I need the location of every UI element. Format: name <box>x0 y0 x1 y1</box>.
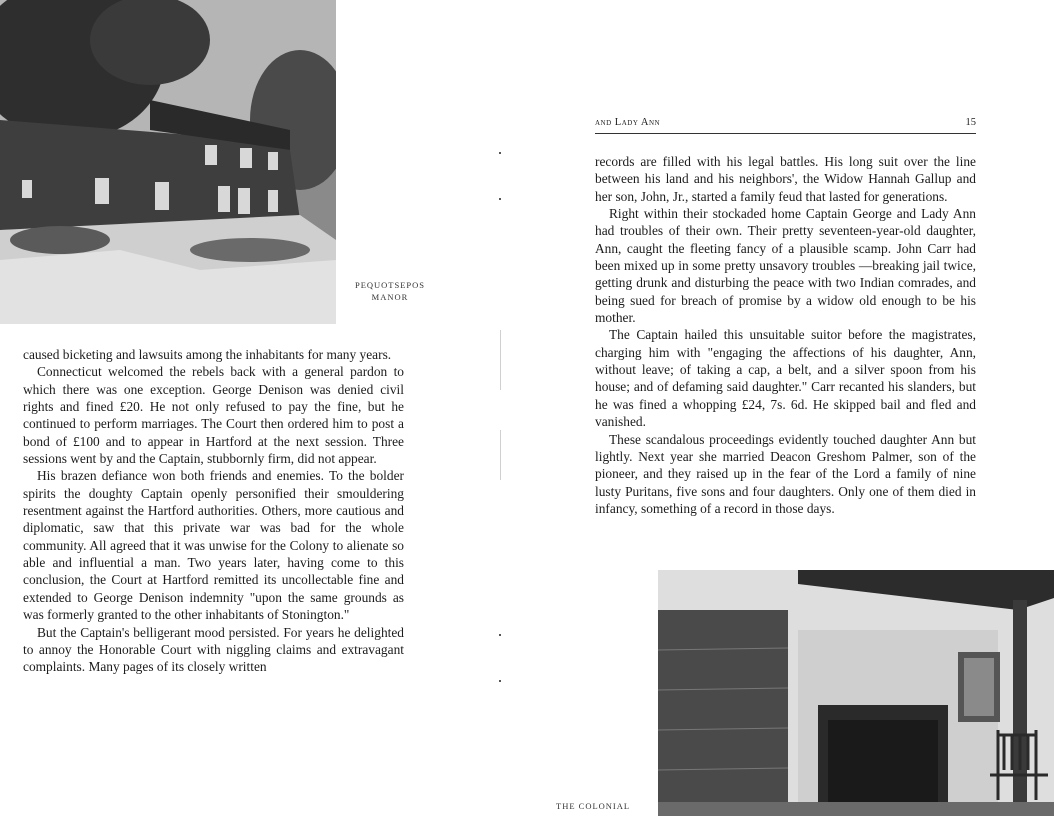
page-number: 15 <box>965 117 976 128</box>
left-paragraph: Connecticut welcomed the rebels back with a general pardon to which there was one exception. George Denison was denied civil rights and fined £20. He not only refused to pay the fine, but he continued to perform marriages. The Court then ordered him to post a bond of £100 and to appear in Hartford at the next session. Three sessions went by and the Captain, stubbornly firm, did not appear. <box>23 364 404 467</box>
left-paragraph: caused bicketing and lawsuits among the inhabitants for many years. <box>23 347 392 362</box>
right-paragraph: Right within their stockaded home Captain George and Lady Ann had troubles of their own. Their pretty seventeen-year-old daughter, Ann, caught the fleeting fancy of a plausible scamp. John Carr had been mixed up in some pretty unsavory troubles —breaking jail twice, getting drunk and disturbing the peace with two Indian comrades, and being sued for breach of promise by a widow old enough to be his mother. <box>595 206 976 326</box>
right-paragraph: The Captain hailed this unsuitable suitor before the magistrates, charging him with "engaging the affections of his daughter, Ann, without leave; of taking a cap, a belt, and a silver spoon from his house; and of defaming said daughter." Carr recanted his slanders, but he was fined a whopping £24, 7s. 6d. He skipped bail and fled and vanished. <box>595 327 976 430</box>
gutter-mark <box>499 198 501 200</box>
gutter-line <box>500 330 501 390</box>
colonial-caption <box>556 800 652 812</box>
left-paragraph: But the Captain's belligerant mood persisted. For years he delighted to annoy the Honorable Court with niggling claims and extravagant complaints. Many pages of its closely written <box>23 624 404 675</box>
running-head-title: and Lady Ann <box>595 117 661 128</box>
colonial-room-photo <box>658 570 1054 816</box>
manor-photo-illustration <box>0 0 336 324</box>
left-text-column <box>23 346 404 676</box>
colonial-caption-line1: THE COLONIAL <box>556 801 631 811</box>
manor-caption-line1: PEQUOTSEPOS <box>354 280 426 290</box>
gutter-mark <box>499 680 501 682</box>
manor-caption-line2: MANOR <box>371 292 409 302</box>
manor-caption <box>350 279 430 303</box>
manor-photo <box>0 0 336 324</box>
right-paragraph: records are filled with his legal battles. His long suit over the line between his land and his neighbors', the Widow Hannah Gallup and her son, John, Jr., started a family feud that lasted for generations. <box>595 154 976 204</box>
gutter-mark <box>499 634 501 636</box>
gutter-line <box>500 430 501 480</box>
gutter-mark <box>499 152 501 154</box>
running-head <box>595 117 976 134</box>
right-paragraph: These scandalous proceedings evidently touched daughter Ann but lightly. Next year she married Deacon Greshom Palmer, son of the pioneer, and they raised up in the fear of the Lord a family of nine lusty Puritans, five sons and four daughters. Only one of them died in infancy, something of a record in those days. <box>595 431 976 516</box>
colonial-room-illustration <box>658 570 1054 816</box>
left-paragraph: His brazen defiance won both friends and enemies. To the bolder spirits the doughty Captain openly personified their smouldering resentment against the Hartford authorities. Others, more cautious and diplomatic, saw that this private war was bad for the whole community. All agreed that it was unwise for the Colony to alienate so able and influential a man. Two years later, having come to this conclusion, the Court at Hartford remitted its uncollectable fine and extended to George Denison indemnity "upon the same grounds as was formerly granted to the other inhabitants of Stonington." <box>23 468 404 623</box>
right-text-column <box>595 153 976 517</box>
